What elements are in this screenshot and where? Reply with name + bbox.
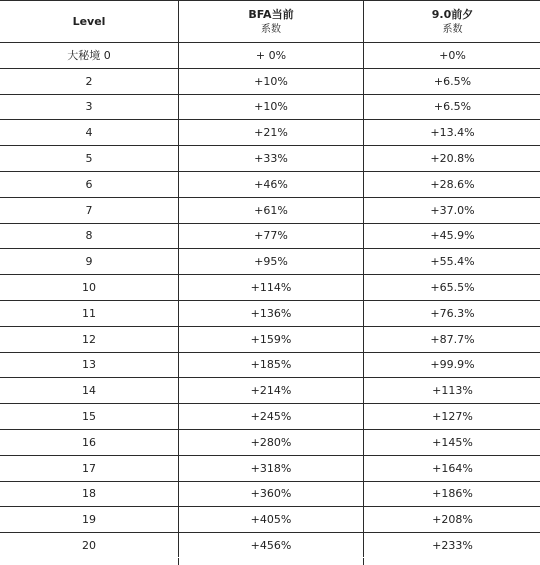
table-row [0, 404, 540, 430]
cell-level: 7 [0, 197, 179, 223]
column-divider [363, 558, 364, 565]
header-pre90-sub: 系数 [442, 23, 463, 35]
header-pre90 [364, 1, 540, 43]
cell-bfa: +61% [179, 197, 364, 223]
cell-bfa: +10% [179, 94, 364, 120]
column-divider [178, 558, 179, 565]
cell-bfa: +10% [179, 68, 364, 94]
cell-pre90: +37.0% [364, 197, 540, 223]
cell-bfa: + 0% [179, 43, 364, 69]
table-row [0, 326, 540, 352]
table-row [0, 533, 540, 558]
cell-level: 11 [0, 300, 179, 326]
table-row [0, 146, 540, 172]
cell-bfa: +46% [179, 171, 364, 197]
table-row [0, 120, 540, 146]
cell-level: 12 [0, 326, 179, 352]
table-row [0, 352, 540, 378]
cell-bfa: +214% [179, 378, 364, 404]
cell-bfa: +21% [179, 120, 364, 146]
table-body [0, 43, 540, 558]
cell-pre90: +233% [364, 533, 540, 558]
cell-level: 9 [0, 249, 179, 275]
cell-bfa: +185% [179, 352, 364, 378]
table-row [0, 43, 540, 69]
cell-pre90: +145% [364, 429, 540, 455]
cell-bfa: +405% [179, 507, 364, 533]
cell-pre90: +55.4% [364, 249, 540, 275]
cell-level: 5 [0, 146, 179, 172]
table-continuation [0, 558, 540, 565]
cell-level: 20 [0, 533, 179, 558]
header-pre90-title: 9.0前夕 [431, 7, 474, 21]
header-bfa-title: BFA当前 [248, 7, 294, 21]
cell-bfa: +456% [179, 533, 364, 558]
cell-pre90: +6.5% [364, 68, 540, 94]
table-row [0, 481, 540, 507]
table-row [0, 378, 540, 404]
cell-bfa: +33% [179, 146, 364, 172]
cell-level: 16 [0, 429, 179, 455]
table-row [0, 94, 540, 120]
table-row [0, 68, 540, 94]
cell-bfa: +136% [179, 300, 364, 326]
cell-level: 15 [0, 404, 179, 430]
cell-level: 18 [0, 481, 179, 507]
cell-pre90: +20.8% [364, 146, 540, 172]
table-row [0, 300, 540, 326]
header-level-label: Level [72, 15, 106, 28]
cell-level: 2 [0, 68, 179, 94]
cell-bfa: +114% [179, 275, 364, 301]
cell-pre90: +208% [364, 507, 540, 533]
cell-pre90: +164% [364, 455, 540, 481]
cell-level: 4 [0, 120, 179, 146]
cell-bfa: +280% [179, 429, 364, 455]
cell-pre90: +186% [364, 481, 540, 507]
cell-level: 14 [0, 378, 179, 404]
cell-level: 3 [0, 94, 179, 120]
cell-bfa: +245% [179, 404, 364, 430]
cell-level: 19 [0, 507, 179, 533]
cell-pre90: +45.9% [364, 223, 540, 249]
table-row [0, 197, 540, 223]
table-row [0, 455, 540, 481]
cell-level: 大秘境 0 [0, 43, 179, 69]
header-bfa [179, 1, 364, 43]
cell-bfa: +95% [179, 249, 364, 275]
cell-level: 13 [0, 352, 179, 378]
cell-pre90: +6.5% [364, 94, 540, 120]
cell-level: 8 [0, 223, 179, 249]
table-row [0, 249, 540, 275]
table-row [0, 171, 540, 197]
cell-level: 10 [0, 275, 179, 301]
cell-pre90: +99.9% [364, 352, 540, 378]
table-header-row [0, 1, 540, 43]
cell-bfa: +159% [179, 326, 364, 352]
cell-pre90: +127% [364, 404, 540, 430]
cell-pre90: +76.3% [364, 300, 540, 326]
table-row [0, 507, 540, 533]
cell-bfa: +318% [179, 455, 364, 481]
cell-level: 17 [0, 455, 179, 481]
table-row [0, 275, 540, 301]
table-row [0, 223, 540, 249]
cell-pre90: +65.5% [364, 275, 540, 301]
cell-pre90: +0% [364, 43, 540, 69]
cell-pre90: +28.6% [364, 171, 540, 197]
header-bfa-sub: 系数 [261, 23, 281, 35]
cell-bfa: +360% [179, 481, 364, 507]
cell-level: 6 [0, 171, 179, 197]
table-row [0, 429, 540, 455]
cell-bfa: +77% [179, 223, 364, 249]
header-level [0, 1, 179, 43]
cell-pre90: +87.7% [364, 326, 540, 352]
cell-pre90: +13.4% [364, 120, 540, 146]
cell-pre90: +113% [364, 378, 540, 404]
